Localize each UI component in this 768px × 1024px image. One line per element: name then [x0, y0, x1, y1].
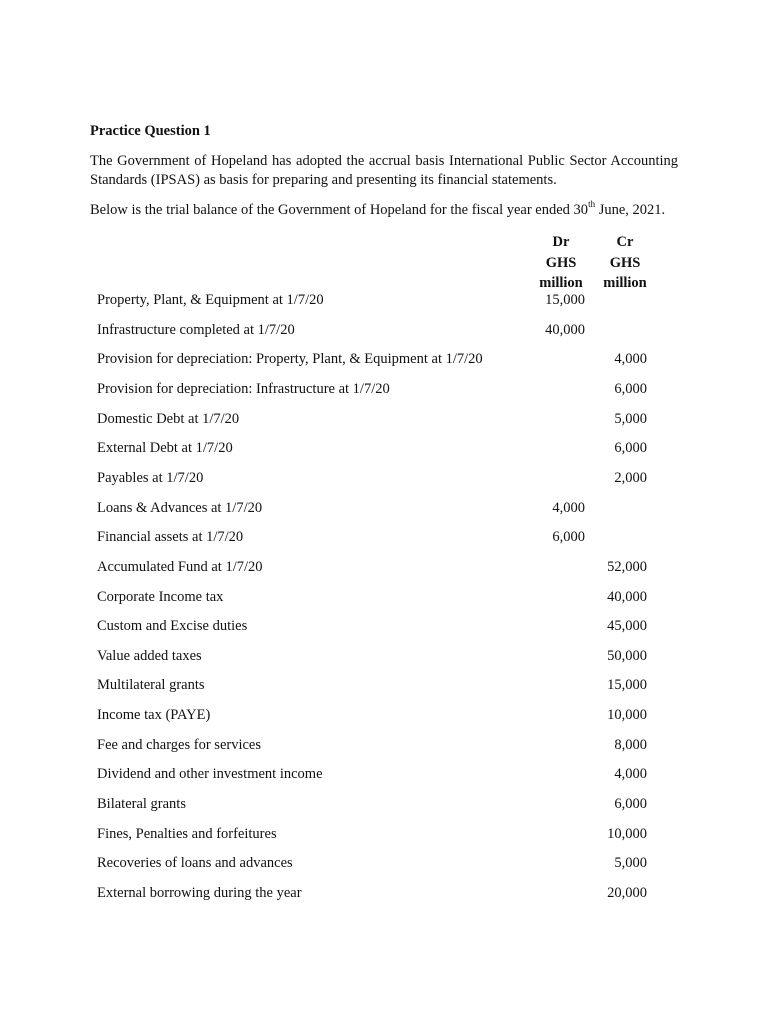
account-label: Value added taxes [97, 648, 202, 664]
ordinal-suffix: th [588, 199, 596, 210]
account-label: Dividend and other investment income [97, 766, 323, 782]
credit-amount: 20,000 [607, 885, 647, 901]
credit-amount: 40,000 [607, 589, 647, 605]
table-row [0, 794, 768, 814]
table-row [0, 320, 768, 340]
credit-amount: 50,000 [607, 648, 647, 664]
debit-amount: 6,000 [552, 529, 585, 545]
account-label: Provision for depreciation: Infrastructure at 1/7/20 [97, 381, 390, 397]
account-label: Loans & Advances at 1/7/20 [97, 500, 263, 516]
credit-amount: 6,000 [614, 381, 647, 397]
account-label: Provision for depreciation: Property, Plant, & Equipment at 1/7/20 [97, 351, 483, 367]
account-label: Multilateral grants [97, 677, 205, 693]
table-row [0, 853, 768, 873]
cr-header-line: million [603, 275, 647, 291]
account-label: Recoveries of loans and advances [97, 855, 293, 871]
table-row [0, 824, 768, 844]
dr-header-line: GHS [545, 254, 577, 271]
account-label: Accumulated Fund at 1/7/20 [97, 559, 263, 575]
table-row [0, 527, 768, 547]
trial-balance-intro [90, 201, 690, 220]
credit-amount: 6,000 [614, 440, 647, 456]
table-row [0, 290, 768, 310]
intro-paragraph: The Government of Hopeland has adopted the accrual basis International Public Sector Accounting Standards (IPSAS) as basis for preparing and presenting its financial statements. [90, 153, 678, 188]
account-label: Bilateral grants [97, 796, 186, 812]
table-row [0, 735, 768, 755]
question-title: Practice Question 1 [90, 123, 211, 139]
table-row [0, 883, 768, 903]
credit-amount: 5,000 [614, 855, 647, 871]
account-label: Corporate Income tax [97, 589, 224, 605]
account-label: Financial assets at 1/7/20 [97, 529, 244, 545]
credit-amount: 10,000 [607, 707, 647, 723]
credit-amount: 4,000 [614, 351, 647, 367]
cr-header-line: GHS [609, 254, 641, 271]
account-label: Fines, Penalties and forfeitures [97, 826, 277, 842]
account-label: Infrastructure completed at 1/7/20 [97, 322, 295, 338]
account-label: Payables at 1/7/20 [97, 470, 204, 486]
table-row [0, 379, 768, 399]
table-row [0, 557, 768, 577]
account-label: Property, Plant, & Equipment at 1/7/20 [97, 292, 324, 308]
table-row [0, 646, 768, 666]
account-label: Custom and Excise duties [97, 618, 248, 634]
credit-amount: 45,000 [607, 618, 647, 634]
credit-amount: 10,000 [607, 826, 647, 842]
table-row [0, 587, 768, 607]
account-label: Income tax (PAYE) [97, 707, 211, 723]
dr-header-line: million [539, 275, 583, 291]
trial-balance-intro-date: June, 2021. [595, 202, 666, 218]
credit-amount: 4,000 [614, 766, 647, 782]
table-row [0, 705, 768, 725]
cr-column-header [597, 232, 653, 294]
dr-header-line: Dr [552, 234, 570, 250]
credit-amount: 15,000 [607, 677, 647, 693]
account-label: Domestic Debt at 1/7/20 [97, 411, 240, 427]
credit-amount: 5,000 [614, 411, 647, 427]
table-row [0, 675, 768, 695]
table-row [0, 349, 768, 369]
account-label: External Debt at 1/7/20 [97, 440, 233, 456]
account-label: External borrowing during the year [97, 885, 302, 901]
debit-amount: 4,000 [552, 500, 585, 516]
credit-amount: 8,000 [614, 737, 647, 753]
table-row [0, 438, 768, 458]
account-label: Fee and charges for services [97, 737, 261, 753]
table-row [0, 409, 768, 429]
table-row [0, 764, 768, 784]
cr-header-line: Cr [616, 234, 634, 250]
table-row [0, 468, 768, 488]
table-row [0, 616, 768, 636]
dr-column-header [532, 232, 590, 294]
credit-amount: 6,000 [614, 796, 647, 812]
credit-amount: 2,000 [614, 470, 647, 486]
debit-amount: 40,000 [545, 322, 585, 338]
debit-amount: 15,000 [545, 292, 585, 308]
credit-amount: 52,000 [607, 559, 647, 575]
table-row [0, 498, 768, 518]
trial-balance-intro-text: Below is the trial balance of the Government of Hopeland for the fiscal year ended 30 [90, 202, 589, 218]
